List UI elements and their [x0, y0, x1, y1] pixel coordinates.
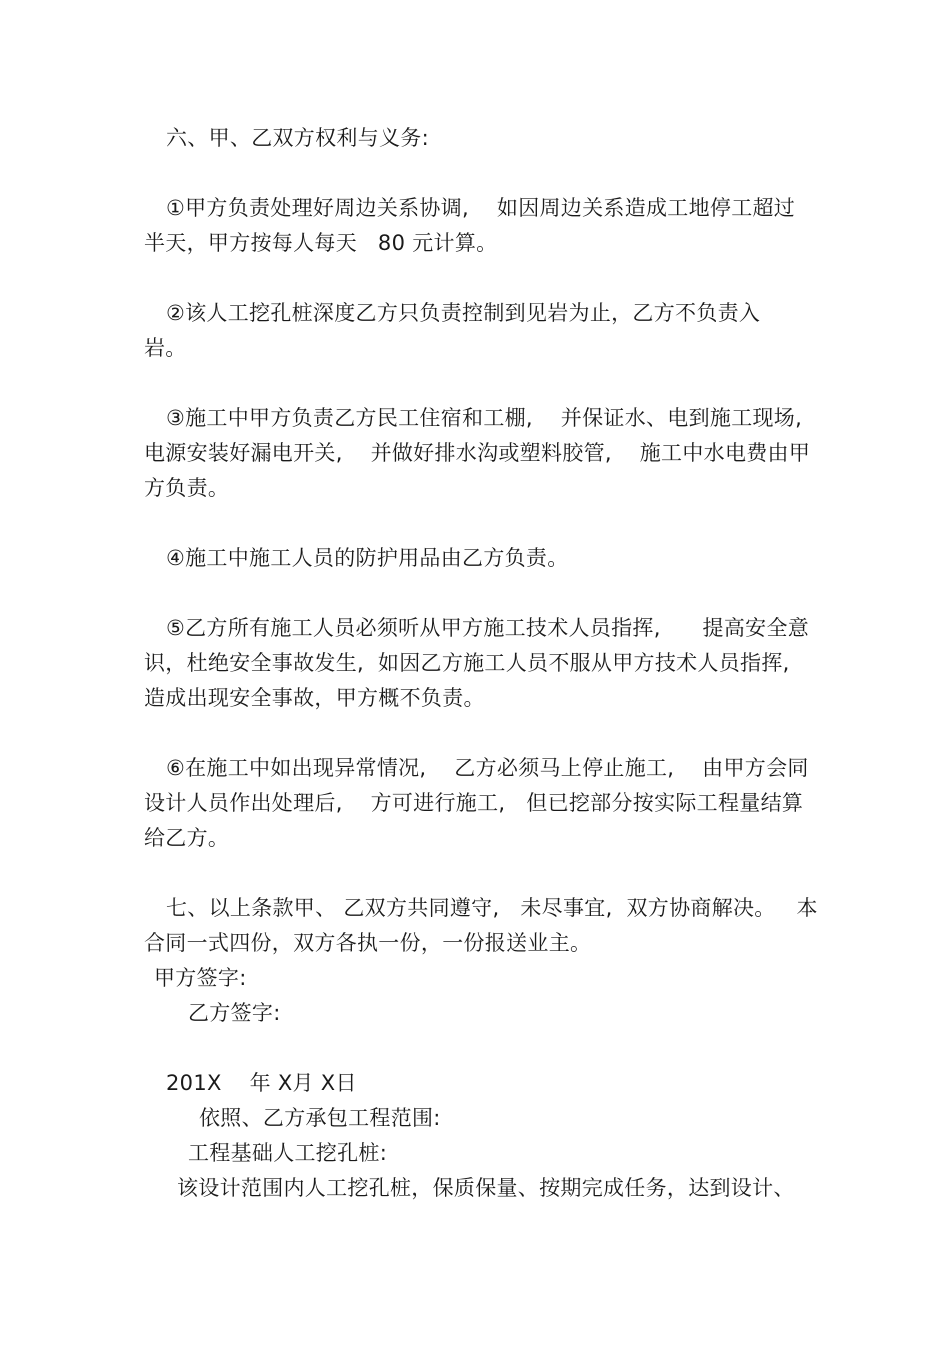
item3-line3: 方负责。 [144, 476, 230, 500]
scope-line3: 该设计范围内人工挖孔桩，保质保量、按期完成任务，达到设计、 [177, 1176, 795, 1200]
item1-line2: 半天，甲方按每人每天 80 元计算。 [144, 231, 498, 255]
item5-line3: 造成出现安全事故，甲方概不负责。 [144, 686, 485, 710]
scope-line2: 工程基础人工挖孔桩: [188, 1141, 388, 1165]
item3-line1: ③施工中甲方负责乙方民工住宿和工棚, 并保证水、电到施工现场, [166, 406, 803, 430]
section-seven-line1: 七、以上条款甲、 乙双方共同遵守, 未尽事宜, 双方协商解决。 本 [166, 896, 818, 920]
item4-line1: ④施工中施工人员的防护用品由乙方负责。 [166, 546, 569, 570]
item3-line2: 电源安装好漏电开关, 并做好排水沟或塑料胶管, 施工中水电费由甲 [144, 441, 811, 465]
item6-line1: ⑥在施工中如出现异常情况, 乙方必须马上停止施工, 由甲方会同 [166, 756, 809, 780]
item6-line2: 设计人员作出处理后, 方可进行施工, 但已挖部分按实际工程量结算 [144, 791, 804, 815]
item2-line1: ②该人工挖孔桩深度乙方只负责控制到见岩为止，乙方不负责入 [166, 301, 761, 325]
scope-line1: 依照、乙方承包工程范围: [199, 1106, 441, 1130]
item5-line1: ⑤乙方所有施工人员必须听从甲方施工技术人员指挥, 提高安全意 [166, 616, 810, 640]
section-six-heading: 六、甲、乙双方权利与义务: [166, 126, 429, 150]
party-b-signature-label: 乙方签字: [188, 1001, 281, 1025]
section-seven-line2: 合同一式四份，双方各执一份，一份报送业主。 [144, 931, 592, 955]
item2-line2: 岩。 [144, 336, 187, 360]
item5-line2: 识，杜绝安全事故发生, 如因乙方施工人员不服从甲方技术人员指挥, [144, 651, 790, 675]
item1-line1: ①甲方负责处理好周边关系协调, 如因周边关系造成工地停工超过 [166, 196, 796, 220]
party-a-signature-label: 甲方签字: [154, 966, 247, 990]
contract-date: 201X 年 X月 X日 [166, 1071, 357, 1095]
item6-line3: 给乙方。 [144, 826, 230, 850]
